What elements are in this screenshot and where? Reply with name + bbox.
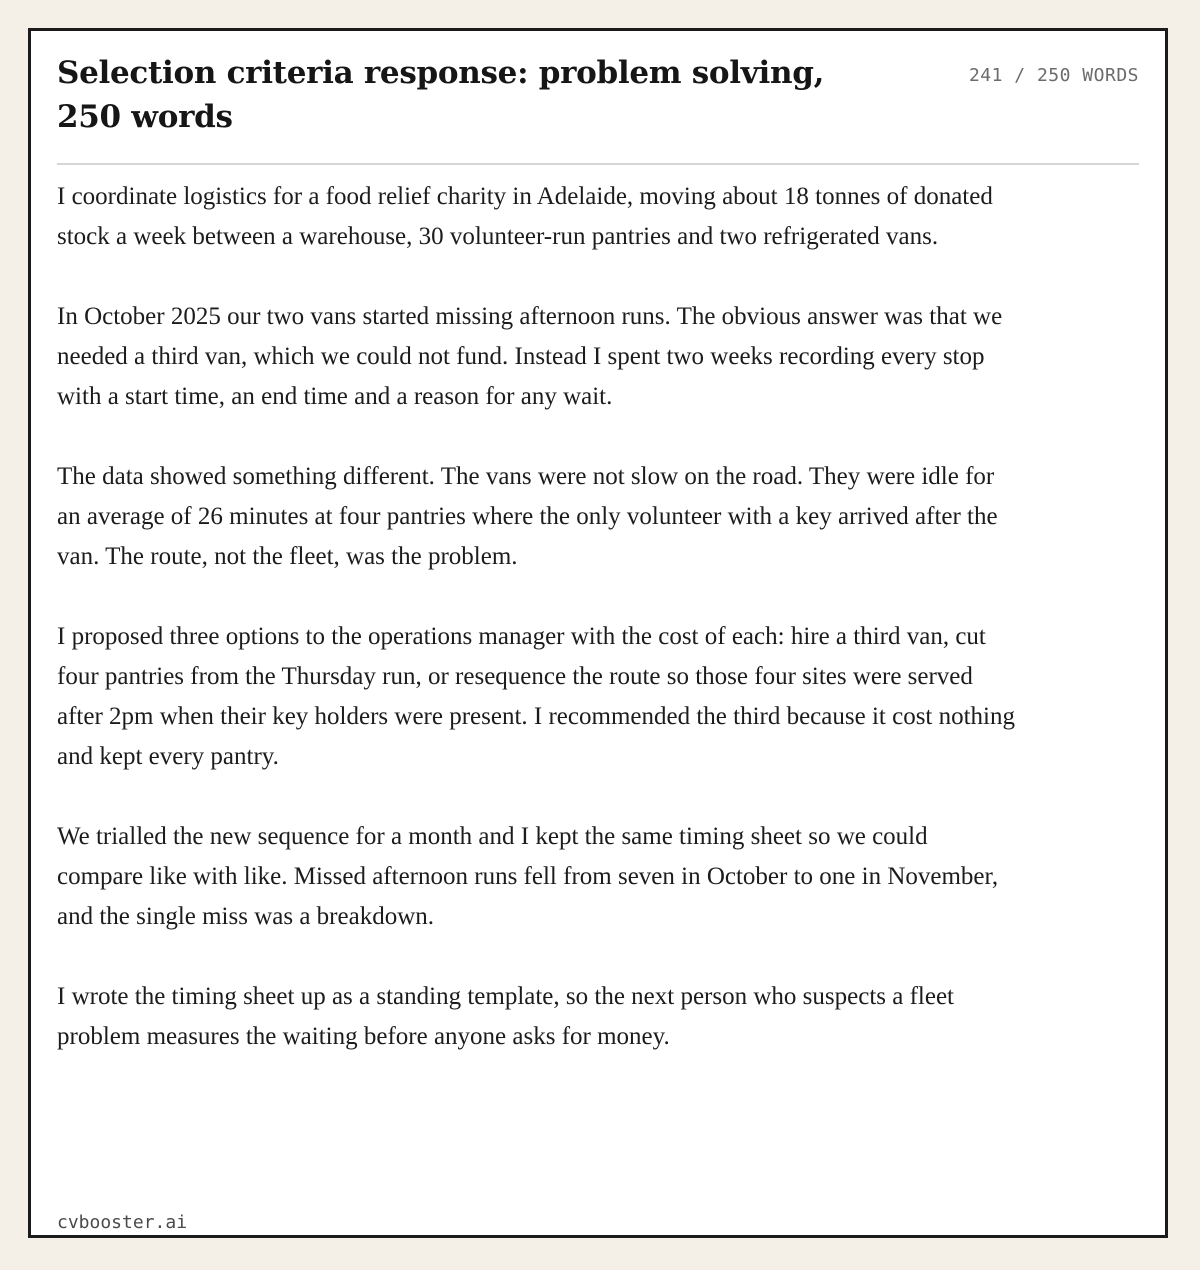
paragraph: In October 2025 our two vans started missing afternoon runs. The obvious answer was that we needed a third van, which we could not fund. Instead I spent two weeks recording every stop with a start time, an end time and a reason for any wait.: [57, 303, 1003, 410]
word-count-badge: 241 / 250 WORDS: [968, 65, 1139, 86]
page-title: Selection criteria response: problem solving, 250 words: [57, 55, 825, 135]
paragraph: I wrote the timing sheet up as a standing template, so the next person who suspects a fleet problem measures the waiting before anyone asks for money.: [57, 983, 954, 1050]
paragraph: We trialled the new sequence for a month and I kept the same timing sheet so we could compare like with like. Missed afternoon runs fell from seven in October to one in November, and the single miss was a breakdown.: [57, 823, 999, 930]
paragraph: I coordinate logistics for a food relief charity in Adelaide, moving about 18 tonnes of donated stock a week between a warehouse, 30 volunteer-run pantries and two refrigerated vans.: [57, 183, 993, 250]
response-card: [28, 28, 1168, 1238]
card-header: [57, 51, 1139, 165]
paragraph: I proposed three options to the operations manager with the cost of each: hire a third van, cut four pantries from the Thursday run, or resequence the route so those four sites were served after 2pm when their key holders were present. I recommended the third because it cost nothing and kept every pantry.: [57, 623, 1016, 770]
brand-footer: cvbooster.ai: [57, 1212, 188, 1233]
paragraph: The data showed something different. The vans were not slow on the road. They were idle for an average of 26 minutes at four pantries where the only volunteer with a key arrived after the van. The route, not the fleet, was the problem.: [57, 463, 998, 570]
response-body: [57, 177, 1017, 1057]
